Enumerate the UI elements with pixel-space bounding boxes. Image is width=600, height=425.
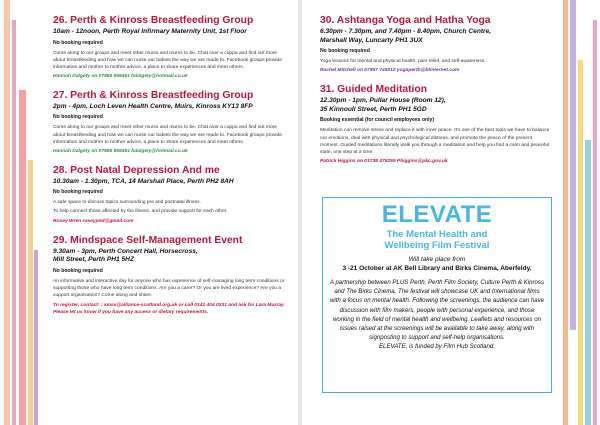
event-detail: 10am - 12noon, Perth Royal Infirmary Maternity Unit, 1st Floor	[53, 28, 247, 35]
decorative-stripe	[12, 20, 16, 425]
decorative-stripe	[585, 140, 591, 425]
elevate-description: A partnership between PLUS Perth, Perth Film Society, Culture Perth & Kinross and The Birks Cinema. The festival will showcase UK and International films with a focus on mental health. Following the screenings, the audience can have discussion with film makers, people with personal experience, and those working in the field of mental health and wellbeing. Leaflets and resources on issues raised at the screenings will be available to take away, along with signposting to support and self-help organisations.	[329, 279, 545, 342]
event-description: An informative and interactive day for anyone who has experience of self-managing long term conditions or supporting those who have long term conditions. Are you a carer? Or you are lived experience? Are you a support organisation? Come along and share.	[53, 278, 285, 298]
event-description: Meditation can remove stress and replace it with inner peace. It's one of the best tools we have to balance our emotions, deal with physical and psychological distress, and promote the peace of the present moment. Guided meditations literally walk you through a meditation and help you find a calm and peaceful state, one step at a time.	[320, 128, 550, 155]
elevate-subtitle: The Mental Health and	[386, 229, 488, 240]
event-booking-note: No booking required	[53, 39, 103, 46]
event-detail: 12.30pm - 1pm, Pullar House (Room 12),	[320, 97, 446, 105]
event-booking-note: No booking required	[320, 48, 370, 55]
decorative-stripe	[593, 20, 597, 425]
elevate-title: ELEVATE	[381, 201, 493, 228]
decorative-stripe	[19, 90, 26, 425]
event-contact: Rosey Wren roseypnd@gmail.com	[53, 218, 134, 224]
decorative-stripe	[34, 250, 38, 425]
event-detail: 10.30am - 1.30pm, TCA, 14 Marshall Place, Perth PH2 8AH	[53, 177, 234, 185]
event-title: 30. Ashtanga Yoga and Hatha Yoga	[320, 15, 491, 26]
event-detail: 9.30am - 3pm, Perth Concert Hall, Horsecross,	[53, 247, 198, 255]
left-page	[40, 0, 298, 425]
decorative-stripe	[563, 0, 568, 425]
event-booking-note: Booking essential (for council employees only)	[320, 117, 435, 124]
event-description: To help connect those affected by the illness, and provide support for each other.	[53, 209, 228, 215]
event-booking-note: No booking required	[53, 189, 103, 196]
decorative-stripe	[4, 0, 10, 425]
event-description: A safe space to discuss topics surrounding pre and postnatal illness.	[53, 200, 201, 206]
event-contact: Hannah Dalgety on 07886 859461 hdalgety@hotmail.co.uk	[53, 73, 188, 79]
event-detail: 6.30pm - 7.30pm, and 7.40pm - 8.40pm, Church Centre,	[320, 28, 492, 35]
event-title: 31. Guided Meditation	[320, 84, 427, 96]
event-30	[320, 14, 552, 74]
event-contact: Hannah Dalgety on 07886 859461 hdalgety@hotmail.co.uk	[53, 148, 188, 154]
event-29	[53, 234, 290, 316]
event-booking-note: No booking required	[53, 267, 103, 274]
event-31	[320, 83, 552, 165]
event-title: 26. Perth & Kinross Breastfeeding Group	[53, 15, 254, 26]
elevate-take-place: Will take place from	[408, 256, 466, 263]
event-contact: Patrick Higgins on 01738 475259 Phiggins@pkc.gov.uk	[320, 158, 448, 164]
event-26	[53, 14, 290, 80]
event-27	[53, 89, 290, 155]
event-detail: 35 Kinnoull Street, Perth PH1 5GD	[320, 105, 427, 113]
elevate-subtitle: Wellbeing Film Festival	[384, 240, 490, 251]
event-title: 29. Mindspace Self-Management Event	[53, 234, 243, 246]
event-description: Come along to our groups and meet other mums and mums to be. Chat over a cuppa and find out more about breastfeeding and how we can nurse our babies the way we are made to. Facebook groups provide information and mother to mother advice, a place to share experiences and meet others.	[53, 125, 282, 145]
event-title: 28. Post Natal Depression And me	[53, 164, 220, 176]
elevate-funding: ELEVATE, is funded by Film Hub Scotland.	[378, 343, 496, 351]
event-title: 27. Perth & Kinross Breastfeeding Group	[53, 89, 254, 101]
decorative-stripe	[578, 60, 583, 425]
event-description: Yoga lessons for mental and physical health, pain relief, and self-awareness.	[320, 59, 486, 65]
decorative-stripe	[570, 0, 576, 330]
event-detail: Mill Street, Perth PH1 5HZ	[53, 256, 134, 264]
event-detail: 2pm - 4pm, Loch Leven Health Centre, Muirs, Kinross KY13 8FP	[53, 102, 253, 110]
event-contact: Rachel Mitchell on 07967 749312 yogaperth@btinternet.com	[320, 68, 460, 74]
event-description: Come along to our groups and meet other mums and mums to be. Chat over a cuppa and find out more about breastfeeding and how we can nurse our babies the way we are made to. Facebook groups provide information and mother to mother advice, a place to share experiences and meet others.	[53, 50, 282, 70]
event-28	[53, 164, 290, 225]
event-booking-note: No booking required	[53, 114, 103, 121]
elevate-festival-box	[322, 197, 552, 393]
elevate-dates: 3 -21 October at AK Bell Library and Birks Cinema, Aberfeldy.	[342, 265, 532, 272]
event-detail: Marshall Way, Luncarty PH1 3UX	[320, 36, 423, 44]
decorative-stripe	[28, 160, 33, 425]
event-contact: To register, contact: : smss@alliance-scotland.org.uk or call 0141 404 0231 and ask for Lara Murray. Please let us know if you have any access or dietary requirements.	[53, 303, 285, 315]
